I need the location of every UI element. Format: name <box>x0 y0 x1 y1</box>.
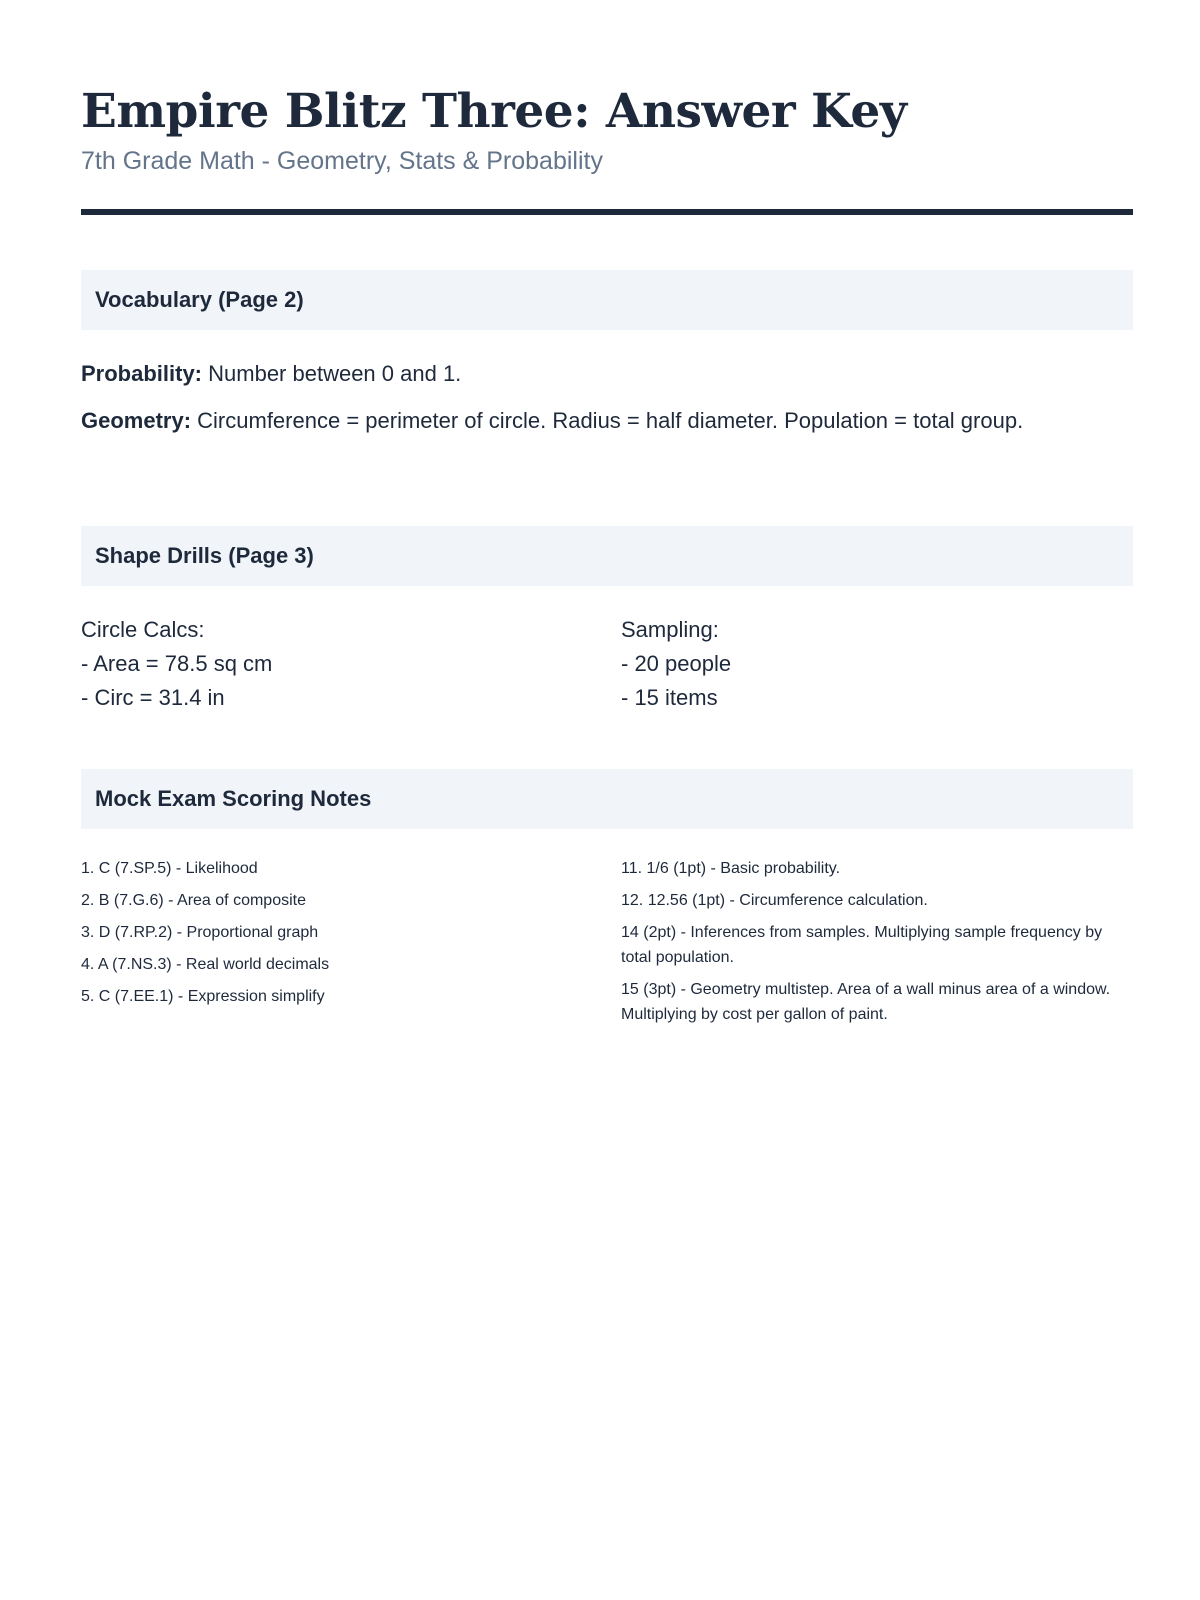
sampling-label: Sampling: <box>621 617 719 642</box>
vocab-definition: Number between 0 and 1. <box>202 361 462 386</box>
scoring-note: 5. C (7.EE.1) - Expression simplify <box>81 988 325 1005</box>
circle-calcs-line: - Area = 78.5 sq cm <box>81 651 273 676</box>
circle-calcs-label: Circle Calcs: <box>81 617 205 642</box>
scoring-notes-left <box>81 856 581 1016</box>
scoring-note: 3. D (7.RP.2) - Proportional graph <box>81 924 319 941</box>
scoring-note: 4. A (7.NS.3) - Real world decimals <box>81 956 330 973</box>
header-divider <box>81 209 1133 215</box>
section-header-vocabulary: Vocabulary (Page 2) <box>81 270 1133 330</box>
scoring-note: 11. 1/6 (1pt) - Basic probability. <box>621 860 841 877</box>
vocab-term: Probability: <box>81 361 203 386</box>
circle-calcs-block <box>81 613 272 715</box>
scoring-note: 2. B (7.G.6) - Area of composite <box>81 892 306 909</box>
section-header-shape-drills: Shape Drills (Page 3) <box>81 526 1133 586</box>
sampling-line: - 20 people <box>621 651 732 676</box>
page-subtitle: 7th Grade Math - Geometry, Stats & Probability <box>81 147 603 175</box>
sampling-block <box>621 613 731 715</box>
vocab-definition: Circumference = perimeter of circle. Radius = half diameter. Population = total group. <box>191 408 1024 433</box>
vocab-item-probability <box>81 357 1133 391</box>
page-title: Empire Blitz Three: Answer Key <box>81 84 907 139</box>
scoring-note: 1. C (7.SP.5) - Likelihood <box>81 860 258 877</box>
section-header-mock-exam: Mock Exam Scoring Notes <box>81 769 1133 829</box>
scoring-note: 14 (2pt) - Inferences from samples. Multiplying sample frequency by total population. <box>621 924 1103 966</box>
vocab-term: Geometry: <box>81 408 192 433</box>
scoring-note: 15 (3pt) - Geometry multistep. Area of a wall minus area of a window. Multiplying by cost per gallon of paint. <box>621 981 1111 1023</box>
scoring-note: 12. 12.56 (1pt) - Circumference calculation. <box>621 892 928 909</box>
sampling-line: - 15 items <box>621 685 718 710</box>
circle-calcs-line: - Circ = 31.4 in <box>81 685 225 710</box>
scoring-notes-right <box>621 856 1121 1034</box>
vocab-item-geometry <box>81 404 1133 438</box>
